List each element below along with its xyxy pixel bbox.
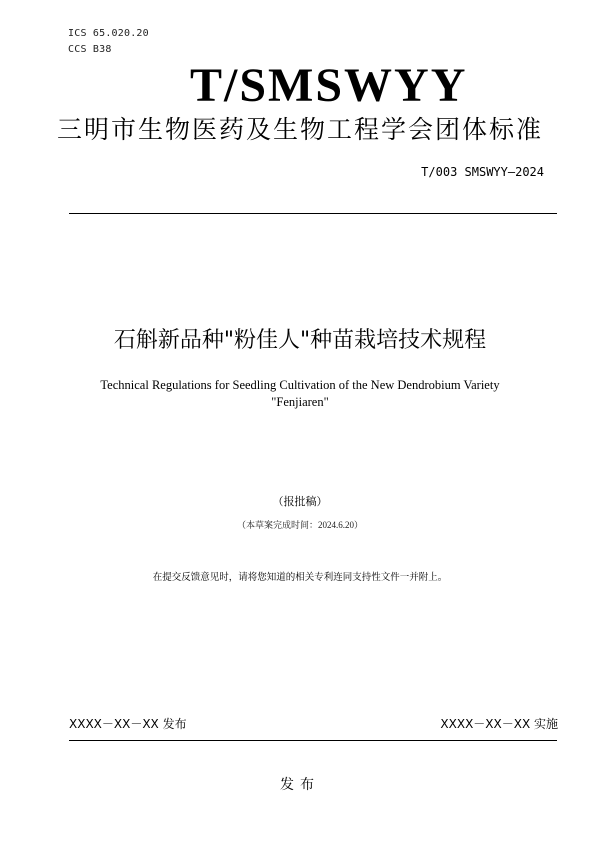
draft-completion-time: （本草案完成时间：2024.6.20） xyxy=(236,520,363,530)
issuer-label: 发布 xyxy=(280,777,320,793)
header-divider xyxy=(69,213,557,214)
ccs-code: CCS B38 xyxy=(68,44,112,55)
document-title-chinese: 石斛新品种"粉佳人"种苗栽培技术规程 xyxy=(113,328,487,353)
feedback-instruction: 在提交反馈意见时，请将您知道的相关专利连同支持性文件一并附上。 xyxy=(152,572,448,583)
footer-divider xyxy=(69,740,557,741)
english-title-line-2: "Fenjiaren" xyxy=(271,395,329,409)
document-title-english xyxy=(0,377,600,411)
ics-code: ICS 65.020.20 xyxy=(68,28,149,39)
english-title-line-1: Technical Regulations for Seedling Cultivation of the New Dendrobium Variety xyxy=(100,378,500,392)
organization-name: 三明市生物医药及生物工程学会团体标准 xyxy=(56,115,543,144)
standard-logo: T/SMSWYY xyxy=(190,59,468,112)
document-number: T/003 SMSWYY—2024 xyxy=(421,165,544,179)
draft-status: （报批稿） xyxy=(272,496,328,508)
implementation-date: XXXX－XX－XX 实施 xyxy=(440,717,558,731)
release-date: XXXX－XX－XX 发布 xyxy=(69,717,187,731)
